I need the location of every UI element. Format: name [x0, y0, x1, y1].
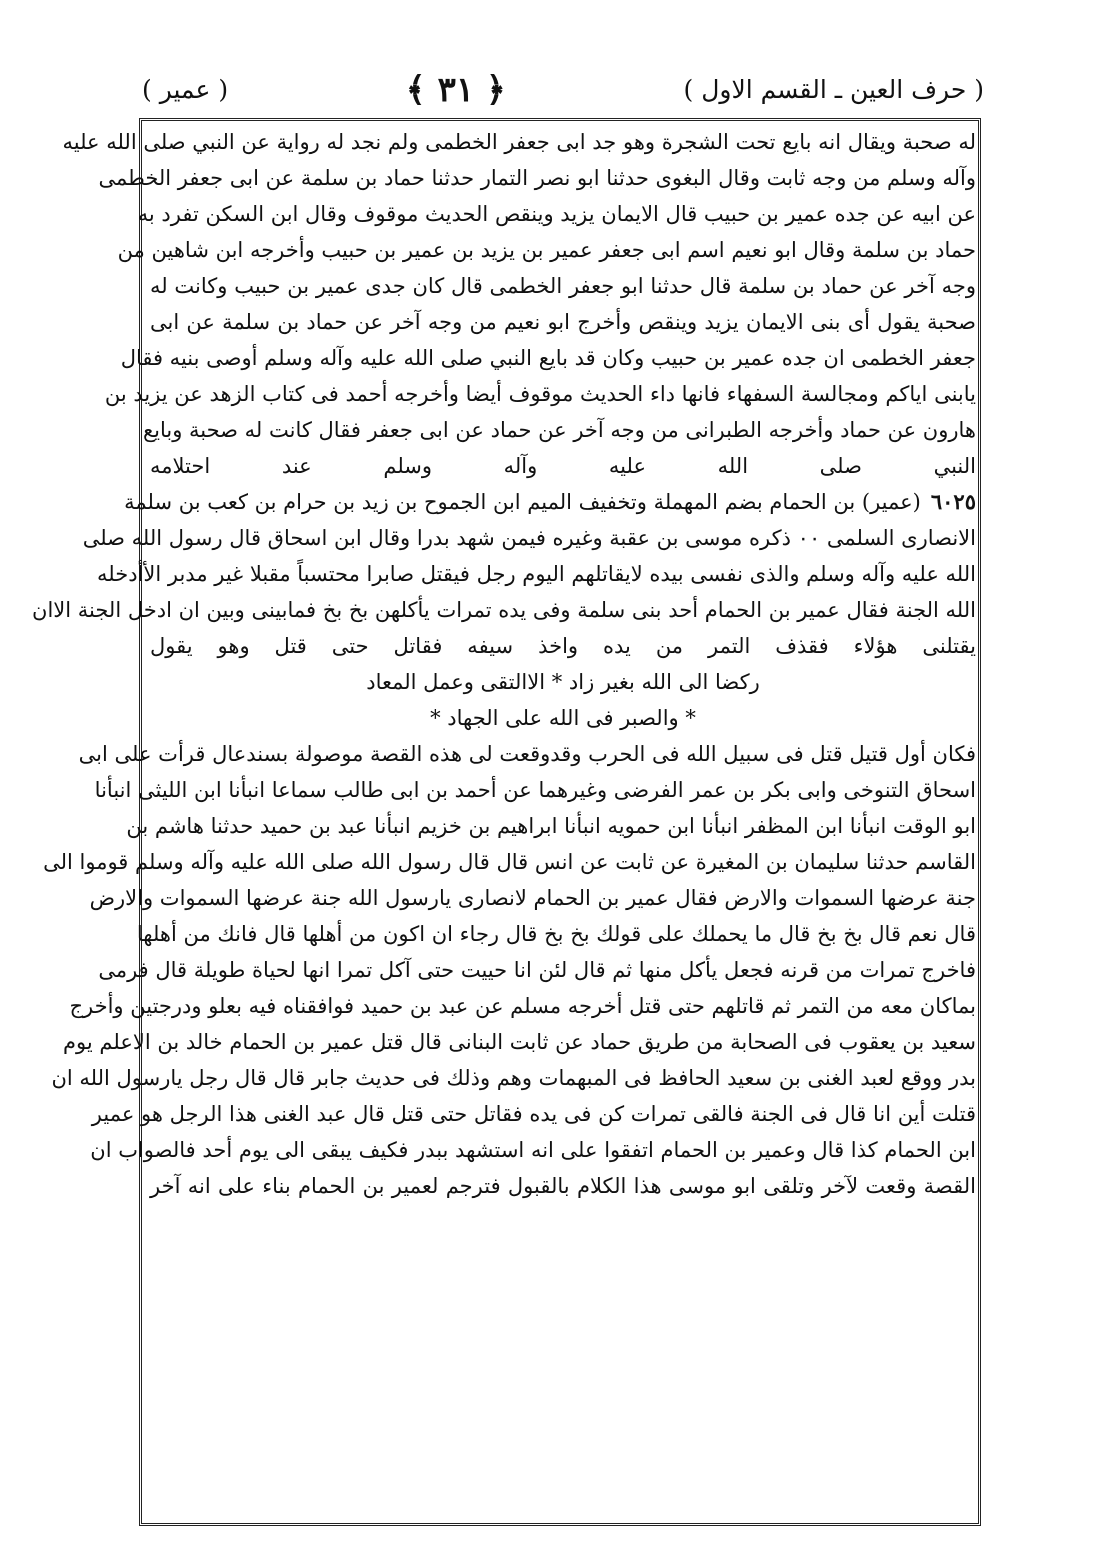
text-line	[78, 736, 976, 772]
verse-line	[150, 700, 976, 736]
text-line	[62, 124, 976, 160]
line-text: فكان أول قتيل قتل فى سبيل الله فى الحرب وقدوقعت لى هذه القصة موصولة بسندعال قرأت على ابى	[78, 742, 976, 766]
line-text: بماكان معه من التمر ثم قاتلهم حتى قتل أخرجه مسلم عن عبد بن حميد فوافقناه فيه بعلو ودرجتين وأخرج	[69, 994, 976, 1018]
text-line	[51, 1060, 976, 1096]
line-text: القصة وقعت لآخر وتلقى ابو موسى هذا الكلام بالقبول فترجم لعمير بن الحمام بناء على انه آخر	[150, 1174, 976, 1198]
entry-name: ( عمير )	[142, 74, 229, 104]
line-text: قتلت أين انا قال فى الجنة فالقى تمرات كن فى يده فقاتل حتى قتل قال عبد الغنى هذا الرجل هو عمير	[91, 1102, 976, 1126]
line-text: فاخرج تمرات من قرنه فجعل يأكل منها ثم قال لئن انا حييت حتى آكل تمرا انها لحياة طويلة قال فرمى	[98, 958, 976, 982]
line-text: اسحاق التنوخى وابى بكر بن عمر الفرضى وغيرهما عن أحمد بن ابى طالب سماعا انبأنا ابن الليثى انبأنا	[94, 778, 976, 802]
text-line	[69, 988, 976, 1024]
line-text: عن ابيه عن جده عمير بن حبيب قال الايمان يزيد وينقص الحديث موقوف وقال ابن السكن تفرد به	[137, 202, 976, 226]
page-number: ﴿ ٣١ ﴾	[405, 69, 506, 110]
text-line	[98, 160, 976, 196]
line-text: ابن الحمام كذا قال وعمير بن الحمام اتفقوا على انه استشهد ببدر فكيف يبقى الى يوم أحد فالصواب ان	[90, 1138, 976, 1162]
text-line	[97, 556, 976, 592]
line-text: هارون عن حماد وأخرجه الطبرانى من وجه آخر عن حماد عن ابى جعفر فقال كانت له صحبة وبايع	[142, 418, 976, 442]
line-text: وجه آخر عن حماد بن سلمة قال حدثنا ابو جعفر الخطمى قال كان جدى عمير بن حبيب وكانت له	[150, 274, 976, 298]
body-text	[32, 124, 976, 1520]
text-line	[82, 520, 976, 556]
text-line	[142, 412, 976, 448]
line-text: * والصبر فى الله على الجهاد *	[430, 706, 696, 730]
text-line	[89, 880, 976, 916]
line-text: له صحبة ويقال انه بايع تحت الشجرة وهو جد ابى جعفر الخطمى ولم نجد له رواية عن النبي صلى الله عليه	[62, 130, 976, 154]
entry-number: ٦٠٢٥	[930, 489, 976, 514]
text-line	[32, 592, 976, 628]
text-line	[150, 1168, 976, 1204]
line-text: وآله وسلم من وجه ثابت وقال البغوى حدثنا ابو نصر التمار حدثنا حماد بن سلمة عن ابى جعفر الخطمى	[98, 166, 976, 190]
text-line	[124, 484, 976, 520]
text-line	[137, 196, 976, 232]
line-text: قال نعم قال بخ بخ قال ما يحملك على قولك بخ بخ قال رجاء ان اكون من أهلها قال فانك من أهلها	[136, 922, 976, 946]
line-text: الله الجنة فقال عمير بن الحمام أحد بنى سلمة وفى يده تمرات يأكلهن بخ بخ فمابينى وبين ان ادخل الجنة الاان	[32, 598, 976, 622]
text-line	[63, 1024, 976, 1060]
line-text: القاسم حدثنا سليمان بن المغيرة عن ثابت عن انس قال قال رسول الله صلى الله عليه وآله وسلم قوموا الى	[43, 850, 976, 874]
line-text: يقتلنى هؤلاء فقذف التمر من يده واخذ سيفه فقاتل حتى قتل وهو يقول	[150, 634, 976, 658]
line-text: حماد بن سلمة وقال ابو نعيم اسم ابى جعفر عمير بن يزيد بن عمير بن حبيب وأخرجه ابن شاهين من	[117, 238, 976, 262]
line-text: الانصارى السلمى ٠٠ ذكره موسى بن عقبة وغيره فيمن شهد بدرا وقال ابن اسحاق قال رسول الله صلى	[82, 526, 976, 550]
text-line	[90, 1132, 976, 1168]
line-text: النبي صلى الله عليه وآله وسلم عند احتلامه	[150, 454, 976, 478]
text-line	[120, 340, 976, 376]
line-text: الله عليه وآله وسلم والذى نفسى بيده لايقاتلهم اليوم رجل فيقتل صابرا محتسباً مقبلا غير مدبر الأأدخله	[97, 562, 976, 586]
text-line	[150, 448, 976, 484]
text-line	[43, 844, 976, 880]
line-text: سعيد بن يعقوب فى الصحابة من طريق حماد عن ثابت البنانى قال قتل عمير بن الحمام خالد بن الاعلم يوم	[63, 1030, 976, 1054]
text-line	[150, 304, 976, 340]
line-text: جعفر الخطمى ان جده عمير بن حبيب وكان قد بايع النبي صلى الله عليه وآله وسلم أوصى بنيه فقال	[120, 346, 976, 370]
line-text: جنة عرضها السموات والارض فقال عمير بن الحمام لانصارى يارسول الله جنة عرضها السموات والارض	[89, 886, 976, 910]
line-text: (عمير) بن الحمام بضم المهملة وتخفيف الميم ابن الجموح بن زيد بن حرام بن كعب بن سلمة	[124, 490, 921, 514]
line-text: صحبة يقول أى بنى الايمان يزيد وينقص وأخرج ابو نعيم من وجه آخر عن حماد بن سلمة عن ابى	[150, 310, 976, 334]
line-text: ابو الوقت انبأنا ابن المظفر انبأنا ابن حمويه انبأنا ابراهيم بن خزيم انبأنا عبد بن حميد حدثنا هاشم بن	[126, 814, 976, 838]
section-title: ( حرف العين ـ القسم الاول )	[683, 74, 984, 104]
text-line	[150, 628, 976, 664]
text-line	[117, 232, 976, 268]
line-text: ركضا الى الله بغير زاد * الاالتقى وعمل المعاد	[366, 670, 760, 694]
text-line	[94, 772, 976, 808]
line-text: يابنى اياكم ومجالسة السفهاء فانها داء الحديث موقوف أيضا وأخرجه أحمد فى كتاب الزهد عن يزيد بن	[104, 382, 976, 406]
text-line	[126, 808, 976, 844]
line-text: بدر ووقع لعبد الغنى بن سعيد الحافظ فى المبهمات وهم وذلك فى حديث جابر قال قال رجل يارسول الله ان	[51, 1066, 976, 1090]
text-line	[91, 1096, 976, 1132]
page-header	[142, 66, 984, 112]
text-line	[104, 376, 976, 412]
text-line	[150, 268, 976, 304]
text-line	[136, 916, 976, 952]
verse-line	[150, 664, 976, 700]
text-line	[98, 952, 976, 988]
